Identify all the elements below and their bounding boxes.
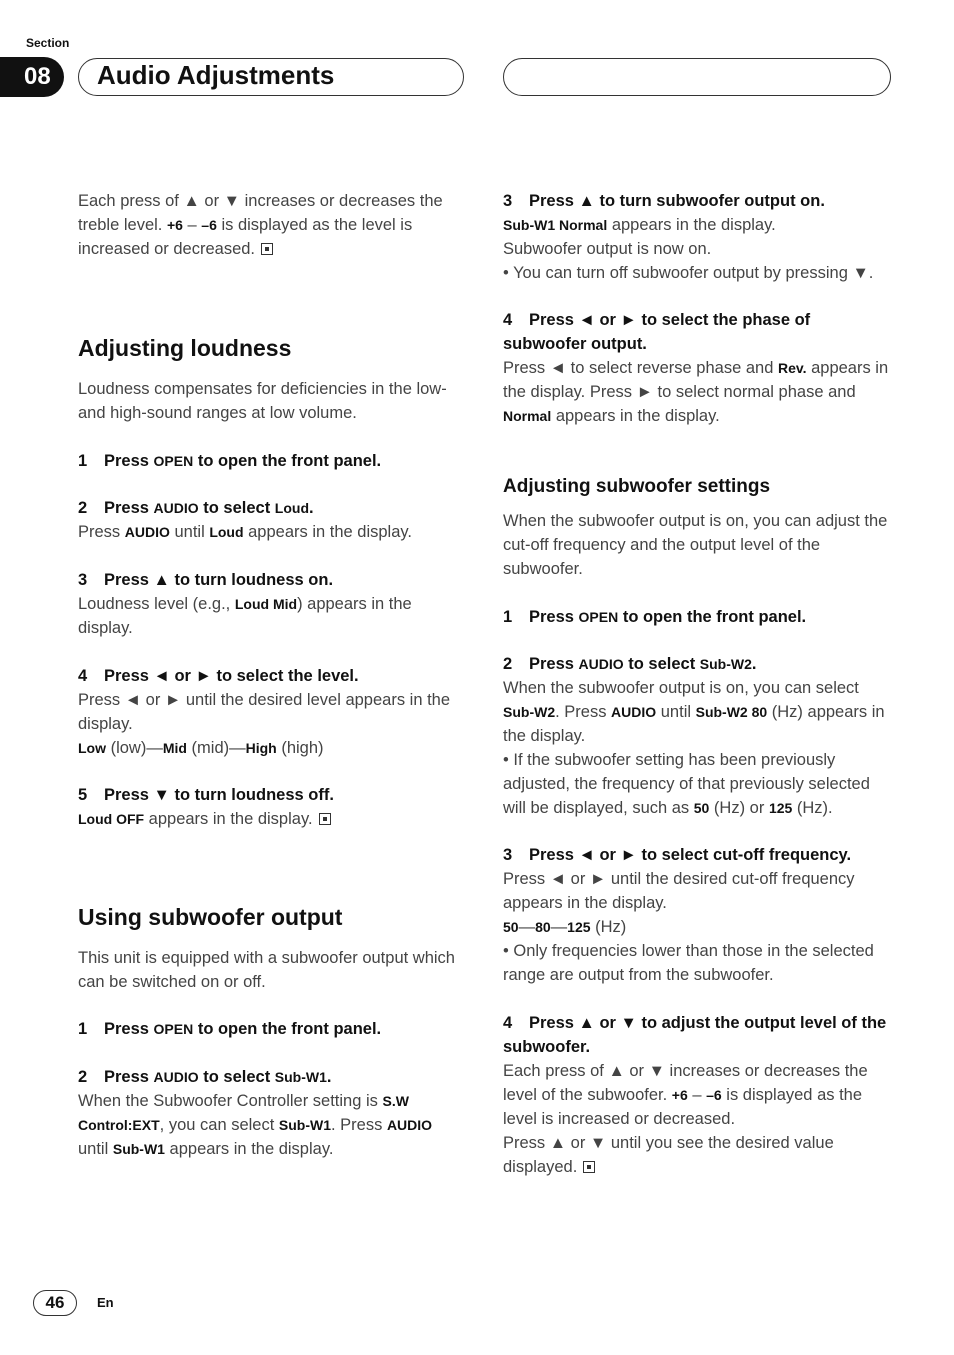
loudness-step-5-detail: Loud OFF appears in the display. bbox=[78, 807, 464, 831]
subwoofer-settings-description: When the subwoofer output is on, you can adjust the cut-off frequency and the output level of the subwoofer. bbox=[503, 512, 888, 578]
subwoofer-step-4: 4 Press ◄ or ► to select the phase of subwoofer output. bbox=[503, 311, 811, 353]
settings-step-3: 3 Press ◄ or ► to select cut-off frequency. bbox=[503, 846, 852, 864]
settings-step-4-note: Press ▲ or ▼ until you see the desired value displayed. bbox=[503, 1134, 834, 1176]
page-number: 46 bbox=[33, 1290, 77, 1316]
loudness-step-5: 5 Press ▼ to turn loudness off. bbox=[78, 786, 334, 804]
right-column bbox=[503, 189, 891, 1179]
subwoofer-step-3: 3 Press ▲ to turn subwoofer output on. bbox=[503, 192, 825, 210]
treble-intro: Each press of ▲ or ▼ increases or decreases the treble level. +6 – –6 is displayed as the level is increased or decreased. bbox=[78, 192, 443, 258]
subwoofer-off-tip: • You can turn off subwoofer output by pressing ▼. bbox=[503, 264, 874, 282]
settings-step-3-detail: Press ◄ or ► until the desired cut-off frequency appears in the display. bbox=[503, 870, 855, 912]
subwoofer-step-1: 1 Press OPEN to open the front panel. bbox=[78, 1020, 382, 1038]
section-label: Section bbox=[26, 36, 70, 50]
subwoofer-step-4-detail: Press ◄ to select reverse phase and Rev. appears in the display. Press ► to select normal phase and Normal appears in the display. bbox=[503, 359, 889, 425]
frequency-options: 50—80—125 (Hz) bbox=[503, 918, 627, 936]
settings-step-3-tip: • Only frequencies lower than those in the selected range are output from the subwoofer. bbox=[503, 942, 874, 984]
header-right-frame bbox=[503, 58, 891, 96]
loudness-step-4-detail: Press ◄ or ► until the desired level appears in the display. bbox=[78, 691, 451, 733]
loudness-description: Loudness compensates for deficiencies in the low- and high-sound ranges at low volume. bbox=[78, 380, 447, 422]
language-label: En bbox=[97, 1295, 114, 1310]
section-number-badge: 08 bbox=[0, 57, 64, 97]
settings-step-4: 4 Press ▲ or ▼ to adjust the output level of the subwoofer. bbox=[503, 1014, 887, 1056]
settings-step-2-detail: When the subwoofer output is on, you can select Sub-W2. Press AUDIO until Sub-W2 80 (Hz) appears in the display. bbox=[503, 679, 885, 745]
left-column bbox=[78, 189, 464, 1161]
end-mark-icon bbox=[583, 1161, 595, 1173]
settings-step-2-tip: • If the subwoofer setting has been previously adjusted, the frequency of that previously selected will be displayed, such as 50 (Hz) or 125 (Hz). bbox=[503, 751, 870, 817]
settings-step-2: 2 Press AUDIO to select Sub-W2. bbox=[503, 655, 757, 673]
settings-step-4-detail: Each press of ▲ or ▼ increases or decreases the level of the subwoofer. +6 – –6 is displayed as the level is increased or decreased. bbox=[503, 1062, 868, 1128]
subwoofer-on-note: Subwoofer output is now on. bbox=[503, 240, 712, 258]
loudness-step-3: 3 Press ▲ to turn loudness on. bbox=[78, 571, 334, 589]
settings-step-1: 1 Press OPEN to open the front panel. bbox=[503, 608, 807, 626]
section-heading-loudness: Adjusting loudness bbox=[78, 335, 292, 361]
loudness-levels: Low (low)—Mid (mid)—High (high) bbox=[78, 739, 324, 757]
end-mark-icon bbox=[319, 813, 331, 825]
section-heading-subwoofer: Using subwoofer output bbox=[78, 904, 343, 930]
subwoofer-step-2: 2 Press AUDIO to select Sub-W1. bbox=[78, 1068, 332, 1086]
page-title: Audio Adjustments bbox=[97, 60, 335, 90]
loudness-step-2-detail: Press AUDIO until Loud appears in the display. bbox=[78, 523, 413, 541]
loudness-step-3-detail: Loudness level (e.g., Loud Mid) appears in the display. bbox=[78, 595, 412, 637]
subwoofer-step-2-detail: When the Subwoofer Controller setting is S.W Control:EXT, you can select Sub-W1. Press AUDIO until Sub-W1 appears in the display. bbox=[78, 1092, 433, 1158]
loudness-step-4: 4 Press ◄ or ► to select the level. bbox=[78, 667, 359, 685]
subwoofer-step-3-detail: Sub-W1 Normal appears in the display. bbox=[503, 216, 776, 234]
loudness-step-2: 2 Press AUDIO to select Loud. bbox=[78, 499, 314, 517]
subwoofer-description: This unit is equipped with a subwoofer output which can be switched on or off. bbox=[78, 949, 455, 991]
loudness-step-1: 1 Press OPEN to open the front panel. bbox=[78, 452, 382, 470]
section-heading-subwoofer-settings: Adjusting subwoofer settings bbox=[503, 476, 771, 497]
end-mark-icon bbox=[261, 243, 273, 255]
